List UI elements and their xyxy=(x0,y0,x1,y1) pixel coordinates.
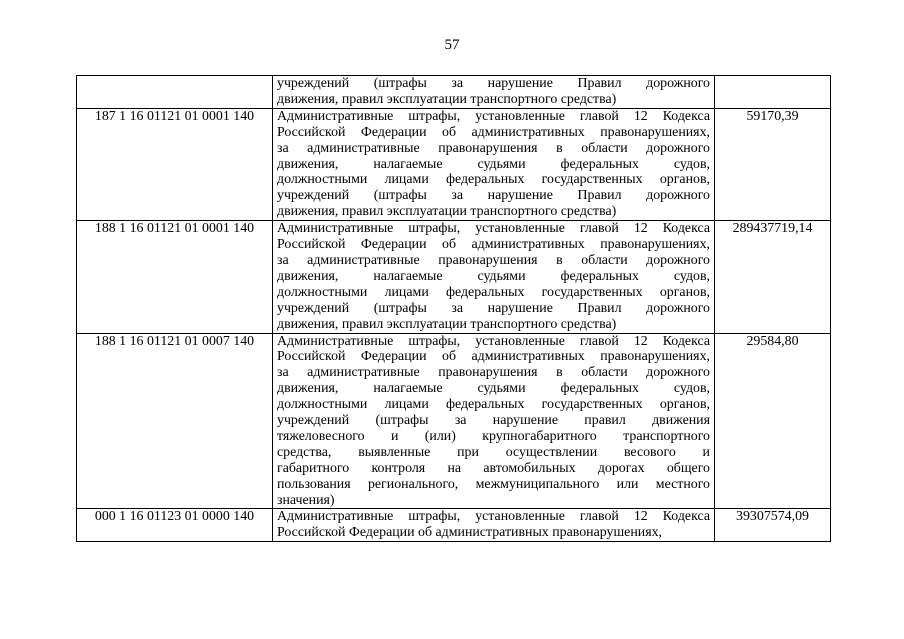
row-amount-cell: 29584,80 xyxy=(715,333,831,509)
row-description-cell xyxy=(273,221,715,333)
description-line: пользования регионального, межмуниципального или местного xyxy=(277,476,710,492)
description-line: значения) xyxy=(277,492,335,508)
description-line: Российской Федерации об административных правонарушениях, xyxy=(277,237,710,253)
budget-table-body xyxy=(77,76,831,542)
description-line: движения, налагаемые судьями федеральных судов, xyxy=(277,381,710,397)
description-line: должностными лицами федеральных государственных органов, xyxy=(277,397,710,413)
page-number: 57 xyxy=(444,37,460,53)
description-line: тяжеловесного и (или) крупногабаритного транспортного xyxy=(277,428,710,444)
budget-table xyxy=(76,75,831,542)
description-line: Российской Федерации об административных правонарушениях, xyxy=(277,525,663,541)
description-line: движения, налагаемые судьями федеральных судов, xyxy=(277,156,710,172)
description-line: учреждений (штрафы за нарушение правил движения xyxy=(277,413,710,429)
row-amount-cell: 289437719,14 xyxy=(715,221,831,333)
row-code-cell: 000 1 16 01123 01 0000 140 xyxy=(77,509,273,542)
description-line: учреждений (штрафы за нарушение Правил дорожного xyxy=(277,76,710,91)
description-line: средства, выявленные при осуществлении весового и xyxy=(277,444,710,460)
row-amount-cell xyxy=(715,76,831,109)
row-code-cell xyxy=(77,76,273,109)
row-description-cell xyxy=(273,108,715,220)
table-row xyxy=(77,333,831,509)
row-description-cell xyxy=(273,76,715,109)
description-line: Административные штрафы, установленные главой 12 Кодекса xyxy=(277,509,710,525)
description-line: за административные правонарушения в области дорожного xyxy=(277,252,710,268)
row-code-cell: 188 1 16 01121 01 0001 140 xyxy=(77,221,273,333)
row-amount-cell: 39307574,09 xyxy=(715,509,831,542)
description-line: за административные правонарушения в области дорожного xyxy=(277,140,710,156)
description-line: Российской Федерации об административных правонарушениях, xyxy=(277,124,710,140)
description-line: Административные штрафы, установленные главой 12 Кодекса xyxy=(277,108,710,124)
table-row xyxy=(77,509,831,542)
row-code-cell: 187 1 16 01121 01 0001 140 xyxy=(77,108,273,220)
description-line: за административные правонарушения в области дорожного xyxy=(277,365,710,381)
row-description-cell xyxy=(273,509,715,542)
description-line: должностными лицами федеральных государственных органов, xyxy=(277,284,710,300)
row-amount-cell: 59170,39 xyxy=(715,108,831,220)
description-line: Административные штрафы, установленные главой 12 Кодекса xyxy=(277,221,710,237)
table-row xyxy=(77,108,831,220)
table-row xyxy=(77,221,831,333)
description-line: движения, правил эксплуатации транспортного средства) xyxy=(277,316,617,332)
description-line: движения, налагаемые судьями федеральных судов, xyxy=(277,268,710,284)
description-line: движения, правил эксплуатации транспортного средства) xyxy=(277,91,617,107)
description-line: Административные штрафы, установленные главой 12 Кодекса xyxy=(277,333,710,349)
description-line: движения, правил эксплуатации транспортного средства) xyxy=(277,204,617,220)
table-row xyxy=(77,76,831,109)
description-line: должностными лицами федеральных государственных органов, xyxy=(277,172,710,188)
description-line: учреждений (штрафы за нарушение Правил дорожного xyxy=(277,188,710,204)
row-code-cell: 188 1 16 01121 01 0007 140 xyxy=(77,333,273,509)
description-line: учреждений (штрафы за нарушение Правил дорожного xyxy=(277,300,710,316)
description-line: Российской Федерации об административных правонарушениях, xyxy=(277,349,710,365)
row-description-cell xyxy=(273,333,715,509)
description-line: габаритного контроля на автомобильных дорогах общего xyxy=(277,460,710,476)
